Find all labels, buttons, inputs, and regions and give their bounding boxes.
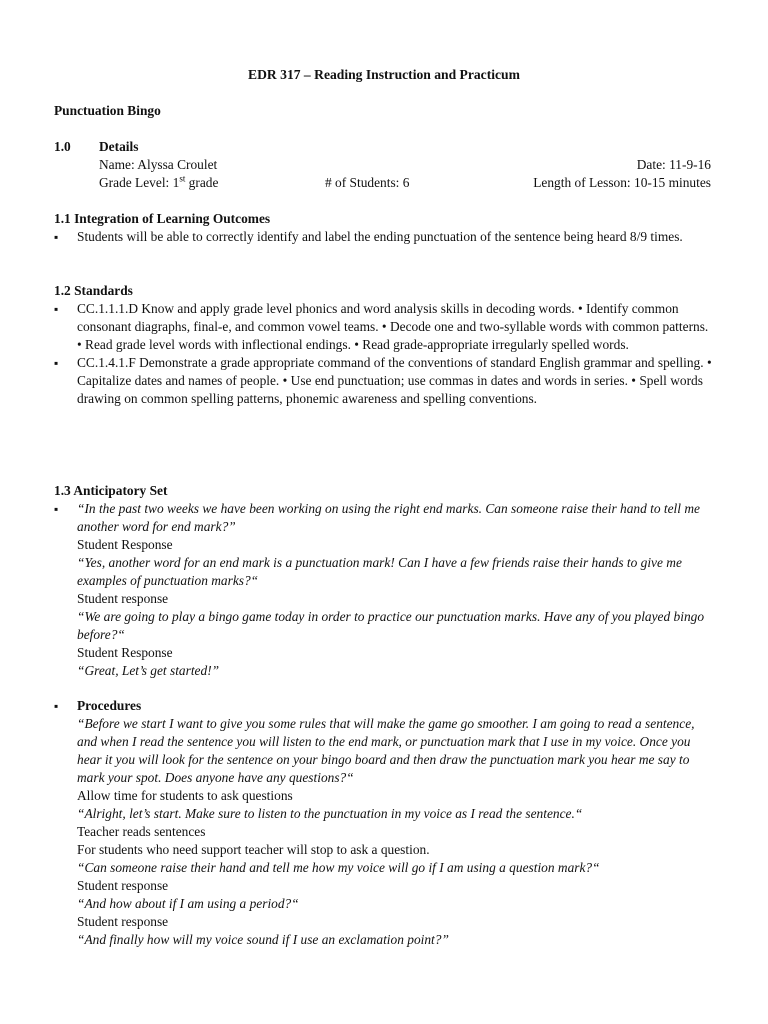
student-response: Student response [77, 914, 169, 929]
teacher-quote: “And how about if I am using a period?“ [77, 896, 299, 911]
teacher-quote: “Great, Let’s get started!” [77, 663, 220, 678]
list-item: ▪ Students will be able to correctly identify and label the ending punctuation of the sentence being heard 8/9 times. [54, 228, 714, 246]
standards-list [54, 300, 714, 408]
student-response: Student Response [77, 537, 173, 552]
procedures-list [54, 697, 714, 949]
list-item [54, 500, 714, 680]
teacher-quote: “Alright, let’s start. Make sure to listen to the punctuation in my voice as I read the sentence.“ [77, 806, 583, 821]
procedure-note: For students who need support teacher will stop to ask a question. [77, 842, 430, 857]
teacher-quote: “Can someone raise their hand and tell me how my voice will go if I am using a question mark?“ [77, 860, 600, 875]
anticipatory-heading: 1.3 Anticipatory Set [54, 483, 168, 498]
student-response: Student response [77, 878, 169, 893]
teacher-quote: ▪ “In the past two weeks we have been working on using the right end marks. Can someone raise their hand to tell me another word for end mark?” [77, 501, 700, 534]
procedures-heading: ▪ Procedures [77, 698, 142, 713]
student-response: Student response [77, 591, 169, 606]
document-title: EDR 317 – Reading Instruction and Practicum [248, 67, 520, 82]
grade-level: Grade Level: 1st grade [99, 173, 219, 190]
outcomes-heading: 1.1 Integration of Learning Outcomes [54, 211, 271, 226]
teacher-quote: “Before we start I want to give you some rules that will make the game go smoother. I am going to read a sentence, and when I read the sentence you will listen to the end mark, or punctuation mark that I use in my voice. Once you hear it you will look for the sentence on your bingo board and then draw the punctuation mark you hear me say to mark your spot. Does anyone have any questions?“ [77, 716, 695, 785]
teacher-quote: “And finally how will my voice sound if I use an exclamation point?” [77, 932, 449, 947]
student-count: # of Students: 6 [325, 175, 410, 190]
lesson-title: Punctuation Bingo [54, 103, 161, 118]
student-response: Student Response [77, 645, 173, 660]
teacher-name: Name: Alyssa Croulet [99, 157, 218, 172]
list-item: ▪ CC.1.1.1.D Know and apply grade level phonics and word analysis skills in decoding words. • Identify common consonant diagraphs, final-e, and common vowel teams. • Decode one and two-syllable words with common patterns. • Read grade level words with inflectional endings. • Read grade-appropriate irregularly spelled words. [54, 300, 714, 354]
list-item [54, 697, 714, 949]
outcomes-list [54, 228, 714, 246]
standards-heading: 1.2 Standards [54, 283, 133, 298]
procedure-note: Allow time for students to ask questions [77, 788, 293, 803]
anticipatory-list [54, 500, 714, 680]
list-item: ▪ CC.1.4.1.F Demonstrate a grade appropriate command of the conventions of standard English grammar and spelling. • Capitalize dates and names of people. • Use end punctuation; use commas in dates and words in series. • Spell words drawing on common spelling patterns, phonemic awareness and spelling conventions. [54, 354, 714, 408]
details-heading [54, 138, 138, 156]
lesson-length: Length of Lesson: 10-15 minutes [533, 175, 711, 190]
teacher-quote: “Yes, another word for an end mark is a punctuation mark! Can I have a few friends raise their hands to give me examples of punctuation marks?“ [77, 555, 682, 588]
details-heading-text: Details [99, 139, 139, 154]
details-number: 1.0 [54, 139, 71, 154]
lesson-date: Date: 11-9-16 [636, 157, 711, 172]
details-row-1 [99, 156, 711, 174]
teacher-quote: “We are going to play a bingo game today in order to practice our punctuation marks. Have any of you played bingo before?“ [77, 609, 705, 642]
procedure-note: Teacher reads sentences [77, 824, 206, 839]
details-row-2 [99, 174, 711, 192]
